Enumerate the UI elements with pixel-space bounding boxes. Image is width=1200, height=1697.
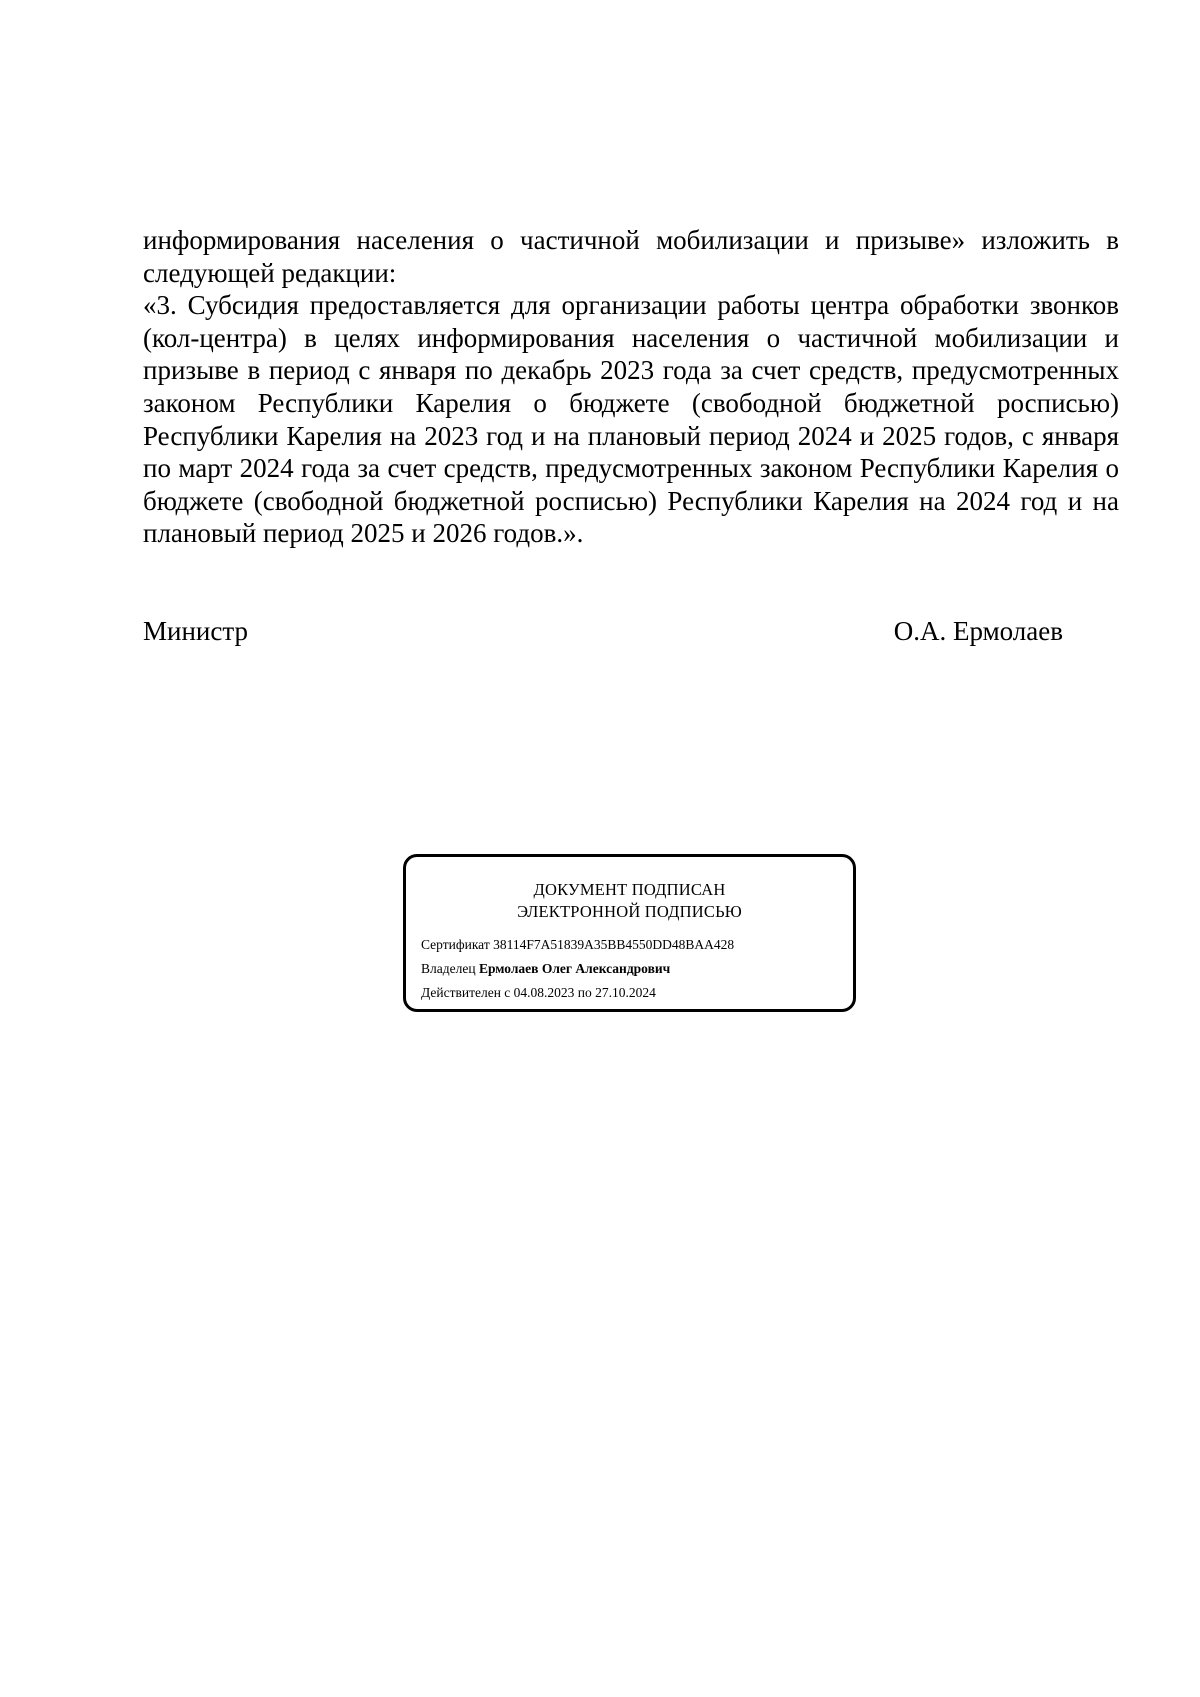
certificate-value: 38114F7A51839A35BB4550DD48BAA428 [493, 937, 735, 952]
certificate-label: Сертификат [421, 937, 490, 952]
valid-from: 04.08.2023 [513, 985, 575, 1000]
electronic-signature-stamp [403, 854, 856, 1012]
owner-value: Ермолаев Олег Александрович [478, 961, 671, 976]
paragraph: информирования населения о частичной мобилизации и призыве» изложить в следующей редакции: [143, 225, 1119, 288]
document-body [143, 224, 1119, 550]
stamp-validity [421, 984, 656, 1002]
signatory-name: О.А. Ермолаев [893, 616, 1063, 646]
stamp-title-line: ДОКУМЕНТ ПОДПИСАН [533, 880, 726, 899]
stamp-certificate [421, 936, 734, 954]
stamp-title-line: ЭЛЕКТРОННОЙ ПОДПИСЬЮ [517, 902, 742, 921]
owner-label: Владелец [421, 961, 476, 976]
stamp-title [406, 879, 853, 923]
valid-label: Действителен с [421, 985, 511, 1000]
paragraph: «3. Субсидия предоставляется для организации работы центра обработки звонков (кол-центра) в целях информирования населения о частичной мобилизации и призыве в период с января по декабрь 2023 года за счет средств, предусмотренных законом Республики Карелия о бюджете (свободной бюджетной росписью) Республики Карелия на 2023 год и на плановый период 2024 и 2025 годов, с января по март 2024 года за счет средств, предусмотренных законом Республики Карелия о бюджете (свободной бюджетной росписью) Республики Карелия на 2024 год и на плановый период 2025 и 2026 годов.». [143, 290, 1119, 549]
valid-to-label: по [577, 985, 592, 1000]
stamp-owner [421, 960, 670, 978]
signatory-role: Министр [143, 616, 248, 646]
valid-to: 27.10.2024 [595, 985, 656, 1000]
